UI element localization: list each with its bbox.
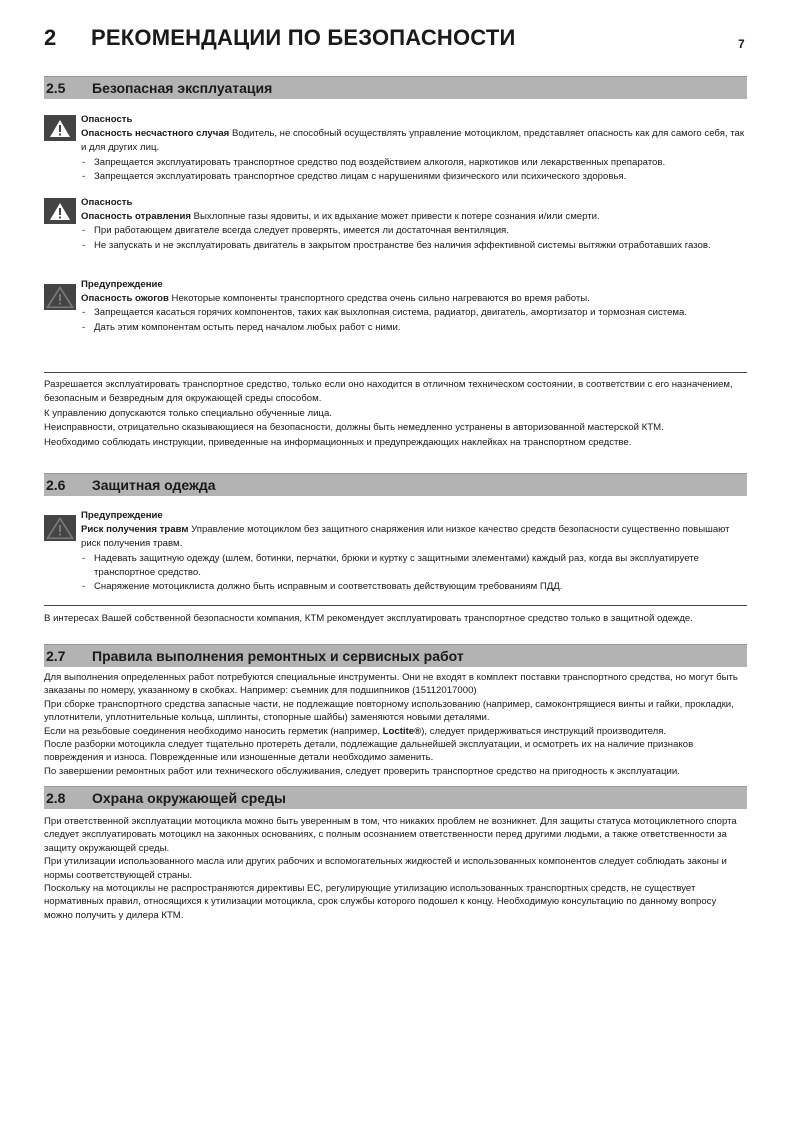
paragraph: Поскольку на мотоциклы не распространяются директивы ЕС, регулирующие утилизацию использованных транспортных средств, не существует нормативных правил, относящихся к утилизации мотоцикла, срок службы которого подошел к концу. Необходимую консультацию по данному вопросу можно получить у дилера КТМ. — [44, 883, 717, 921]
danger-notice-accident — [44, 113, 747, 185]
paragraph-loctite — [44, 725, 747, 738]
section-title: Правила выполнения ремонтных и сервисных работ — [92, 648, 464, 664]
paragraph: При ответственной эксплуатации мотоцикла можно быть уверенным в том, что никаких проблем не возникнет. Для защиты статуса мотоциклетного спорта следует эксплуатировать мотоцикл на законных основаниях, с полным осознанием ответственности перед другими людьми, а также ответственности за защиту окружающей среды. — [44, 816, 737, 854]
list-item: - Запрещается касаться горячих компонентов, таких как выхлопная система, радиатор, двигатель, амортизатор и тормозная система. — [81, 306, 747, 320]
list-item: - Запрещается эксплуатировать транспортное средство под воздействием алкоголя, наркотиков или лекарственных препаратов. — [81, 156, 747, 170]
notice-label: Опасность — [81, 114, 133, 125]
notice-body — [81, 292, 747, 306]
section-2-8-body — [44, 815, 747, 922]
list-item: - Не запускать и не эксплуатировать двигатель в закрытом пространстве без наличия эффективной системы вытяжки отработавших газов. — [81, 239, 747, 253]
danger-notice-poisoning — [44, 196, 747, 254]
warning-triangle-icon — [44, 284, 76, 310]
paragraph: При утилизации использованного масла или других рабочих и вспомогательных жидкостей и использованных компонентов следует соблюдать законы и нормы соответствующей страны. — [44, 856, 727, 881]
page-number: 7 — [738, 37, 745, 51]
paragraph: Неисправности, отрицательно сказывающиеся на безопасности, должны быть немедленно устранены в авторизованной мастерской КТМ. — [44, 422, 664, 434]
notice-body — [81, 523, 747, 551]
divider — [44, 372, 747, 373]
paragraph: К управлению допускаются только специально обученные лица. — [44, 407, 332, 419]
text-fragment: ), следует придерживаться инструкций производителя. — [421, 725, 667, 737]
notice-body — [81, 210, 747, 224]
notice-label: Предупреждение — [81, 279, 163, 290]
section-heading-2-5 — [44, 76, 747, 99]
paragraph: При сборке транспортного средства запасные части, не подлежащие повторному использованию (например, самоконтрящиеся винты и гайки, прокладки, уплотнители, уплотнительные кольца, шплинты, стопорные шайбы) заменяются новыми деталями. — [44, 698, 734, 724]
chapter-title: РЕКОМЕНДАЦИИ ПО БЕЗОПАСНОСТИ — [91, 25, 516, 50]
notice-text: Выхлопные газы ядовиты, и их вдыхание может привести к потере сознания и/или смерти. — [190, 211, 600, 223]
notice-label: Опасность — [81, 197, 133, 208]
notice-text: Управление мотоциклом без защитного снаряжения или низкое качество средств безопасности существенно повышают риск получения травм. — [81, 524, 730, 550]
section-2-7-body — [44, 671, 747, 778]
notice-label: Предупреждение — [81, 510, 163, 521]
divider — [44, 605, 747, 606]
paragraph: Необходимо соблюдать инструкции, приведенные на информационных и предупреждающих наклейках на транспортном средстве. — [44, 436, 632, 448]
paragraph: Разрешается эксплуатировать транспортное средство, только если оно находится в отличном техническом состоянии, в соответствии с его назначением, безопасным и безвредным для окружающей среды способом. — [44, 379, 733, 405]
notice-text: Некоторые компоненты транспортного средства очень сильно нагреваются во время работы. — [168, 293, 590, 305]
section-heading-2-6 — [44, 473, 747, 496]
section-number: 2.6 — [46, 477, 66, 493]
chapter-number: 2 — [44, 25, 57, 50]
list-item: - Дать этим компонентам остыть перед началом любых работ с ними. — [81, 321, 747, 335]
section-2-6-body — [44, 612, 747, 626]
list-item: - Запрещается эксплуатировать транспортное средство лицам с нарушениями физического или психического здоровья. — [81, 170, 747, 184]
section-heading-2-8 — [44, 786, 747, 809]
brand-name: Loctite® — [382, 725, 422, 737]
section-number: 2.7 — [46, 648, 66, 664]
paragraph: После разборки мотоцикла следует тщательно протереть детали, подлежащие дальнейшей эксплуатации, и осмотреть их на наличие признаков повреждения и износа. Поврежденные или изношенные детали необходимо заменить. — [44, 739, 694, 764]
warning-notice-burns — [44, 278, 747, 336]
section-number: 2.8 — [46, 790, 66, 806]
warning-triangle-icon — [44, 198, 76, 224]
paragraph: Для выполнения определенных работ потребуются специальные инструменты. Они не входят в комплект поставки транспортного средства, но могут быть заказаны по номеру, указанному в скобках. Например: съемник для подшипников (15112017000) — [44, 672, 738, 697]
notice-body — [81, 127, 747, 155]
paragraph: В интересах Вашей собственной безопасности компания, КТМ рекомендует эксплуатировать транспортное средство только в защитной одежде. — [44, 613, 693, 624]
section-number: 2.5 — [46, 80, 66, 96]
section-heading-2-7 — [44, 644, 747, 667]
section-title: Защитная одежда — [92, 477, 216, 493]
paragraph: По завершении ремонтных работ или технического обслуживания, следует проверить транспортное средство на пригодность к эксплуатации. — [44, 765, 680, 777]
list-item: - Снаряжение мотоциклиста должно быть исправным и соответствовать действующим требованиям ПДД. — [81, 580, 747, 594]
list-item: - При работающем двигателе всегда следует проверять, имеется ли достаточная вентиляция. — [81, 224, 747, 238]
list-item: - Надевать защитную одежду (шлем, ботинки, перчатки, брюки и куртку с защитными элементами) каждый раз, когда вы эксплуатируете транспортное средство. — [81, 552, 747, 580]
notice-lead: Опасность ожогов — [81, 293, 169, 305]
section-title: Охрана окружающей среды — [92, 790, 286, 806]
notice-lead: Риск получения травм — [81, 524, 189, 536]
notice-lead: Опасность отравления — [81, 211, 191, 223]
section-title: Безопасная эксплуатация — [92, 80, 273, 96]
notice-lead: Опасность несчастного случая — [81, 128, 230, 140]
warning-triangle-icon — [44, 115, 76, 141]
section-2-5-body — [44, 378, 747, 450]
warning-notice-injury — [44, 509, 747, 597]
warning-triangle-icon — [44, 515, 76, 541]
notice-text: Водитель, не способный осуществлять управление мотоциклом, представляет опасность как для самого себя, так и для других лиц. — [81, 128, 745, 154]
text-fragment: Если на резьбовые соединения необходимо наносить герметик (например, — [44, 725, 383, 737]
